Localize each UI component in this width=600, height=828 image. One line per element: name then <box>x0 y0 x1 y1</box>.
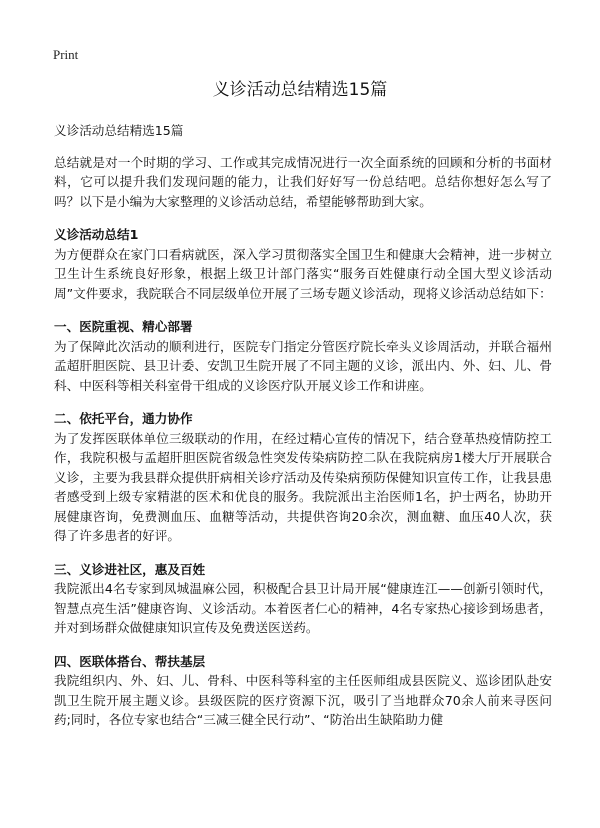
intro-paragraph: 总结就是对一个时期的学习、工作或其完成情况进行一次全面系统的回顾和分析的书面材料，它可以提升我们发现问题的能力，让我们好好写一份总结吧。总结你想好怎么写了吗？以下是小编为大家整理的义诊活动总结，希望能够帮助到大家。 <box>54 154 552 209</box>
section-1-paragraph: 为了保障此次活动的顺利进行，医院专门指定分管医疗院长牵头义诊周活动，并联合福州孟超肝胆医院、县卫计委、安凯卫生院开展了不同主题的义诊，派出内、外、妇、儿、骨科、中医科等相关科室骨干组成的义诊医疗队开展义诊工作和讲座。 <box>54 338 552 393</box>
section-heading-1: 一、医院重视、精心部署 <box>54 319 193 334</box>
section-heading-4: 四、医联体搭台、帮扶基层 <box>54 653 206 669</box>
section-heading-2: 二、依托平台，通力协作 <box>54 411 193 426</box>
summary-1-paragraph: 为方便群众在家门口看病就医，深入学习贯彻落实全国卫生和健康大会精神，进一步树立卫生计生系统良好形象，根据上级卫计部门落实“服务百姓健康行动全国大型义诊活动周”文件要求，我院联合不同层级单位开展了三场专题义诊活动，现将义诊活动总结如下： <box>54 246 552 301</box>
section-2-paragraph: 为了发挥医联体单位三级联动的作用，在经过精心宣传的情况下，结合登革热疫情防控工作，我院积极与孟超肝胆医院省级急性突发传染病防控二队在我院病房1楼大厅开展联合义诊，主要为我县群众提供肝病相关诊疗活动及传染病预防保健知识宣传工作，让我县患者感受到上级专家精湛的医术和优良的服务。我院派出主治医师1名，护士两名，协助开展健康咨询，免费测血压、血糖等活动，共提供咨询20余次，测血糖、血压40人次，获得了许多患者的好评。 <box>54 430 552 543</box>
document-subtitle: 义诊活动总结精选15篇 <box>54 123 184 138</box>
document-body <box>54 121 552 744</box>
section-heading-3: 三、义诊进社区，惠及百姓 <box>54 561 206 577</box>
section-4-paragraph: 我院组织内、外、妇、儿、骨科、中医科等科室的主任医师组成县医院义、巡诊团队赴安凯卫生院开展主题义诊。县级医院的医疗资源下沉，吸引了当地群众70余人前来寻医问药;同时，各位专家也结合“三减三健全民行动”、“防治出生缺陷助力健 <box>54 673 552 727</box>
document-title: 义诊活动总结精选15篇 <box>212 80 388 100</box>
section-heading-summary-1: 义诊活动总结1 <box>54 227 139 242</box>
print-link[interactable]: Print <box>53 47 79 62</box>
section-3-paragraph: 我院派出4名专家到凤城温麻公园，积极配合县卫计局开展“健康连江——创新引领时代，智慧点亮生活”健康咨询、义诊活动。本着医者仁心的精神，4名专家热心接诊到场患者，并对到场群众做健康知识宣传及免费送医送药。 <box>54 581 552 635</box>
